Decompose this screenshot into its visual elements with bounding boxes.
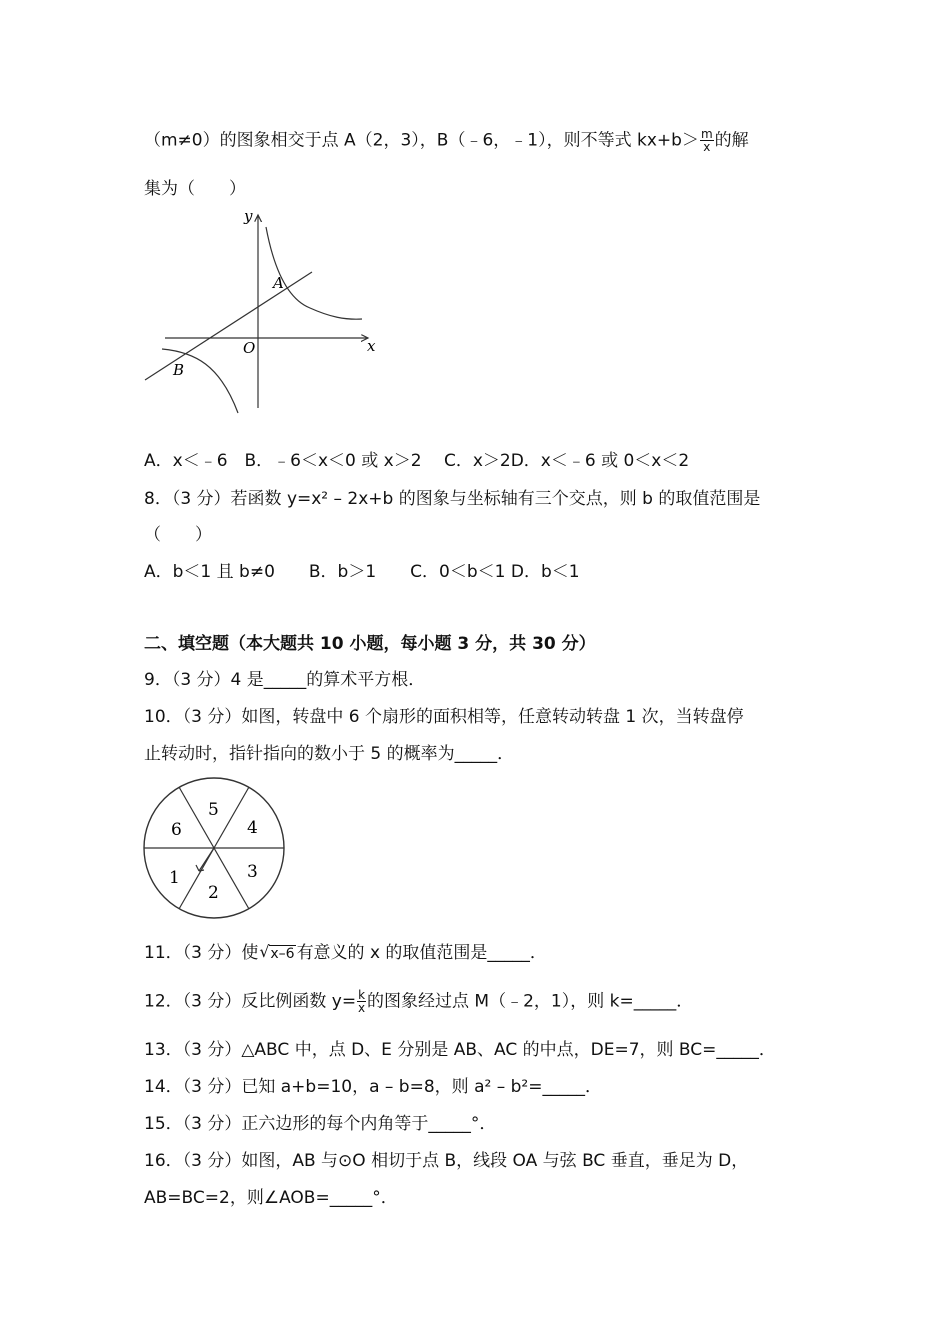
q8-options: A．b＜1 且 b≠0 B．b＞1 C．0＜b＜1 D．b＜1 (144, 562, 580, 582)
q12-post: 的图象经过点 M（﹣2，1），则 k=_____． (367, 991, 694, 1012)
q12-pre: 12．（3 分）反比例函数 y= (144, 991, 357, 1012)
q8-line2: （ ） (144, 525, 212, 545)
q12-fraction (357, 989, 366, 1014)
sector-label: 6 (171, 820, 182, 840)
sector-label: 2 (208, 883, 219, 903)
label-b: B (173, 361, 185, 379)
label-x: x (367, 337, 376, 355)
q16-line2: AB=BC=2，则∠AOB=_____°． (144, 1188, 398, 1208)
q7-options: A．x＜﹣6 B．﹣6＜x＜0 或 x＞2 C．x＞2D．x＜﹣6 或 0＜x＜2 (144, 451, 690, 471)
sector-label: 4 (247, 818, 258, 838)
q12-frac-den: x (357, 1001, 366, 1015)
q10-line1: 10．（3 分）如图，转盘中 6 个扇形的面积相等，任意转动转盘 1 次，当转盘停 (144, 707, 744, 727)
q11-radicand: x–6 (270, 946, 295, 962)
q14-text: 14．（3 分）已知 a+b=10，a – b=8，则 a² – b²=_____． (144, 1077, 602, 1097)
q7-line1-pre: （m≠0）的图象相交于点 A（2，3），B（﹣6，﹣1），则不等式 kx+b＞ (144, 130, 699, 151)
label-y: y (244, 207, 253, 225)
label-a: A (273, 274, 284, 292)
sector-label: 3 (247, 862, 258, 882)
q7-frac-den: x (703, 140, 711, 154)
q16-line1: 16．（3 分）如图，AB 与⊙O 相切于点 B，线段 OA 与弦 BC 垂直，垂足为 D， (144, 1151, 749, 1171)
q15-text: 15．（3 分）正六边形的每个内角等于_____°． (144, 1114, 497, 1134)
q13-text: 13．（3 分）△ABC 中，点 D、E 分别是 AB、AC 的中点，DE=7，则 BC=_____． (144, 1040, 776, 1060)
q7-frac-num: m (700, 127, 713, 141)
q9-text: 9．（3 分）4 是_____的算术平方根． (144, 670, 426, 690)
sqrt-sign-icon: √ (259, 942, 270, 961)
q11-line (144, 941, 547, 966)
q10-spinner (139, 773, 289, 923)
spinner-pointer (196, 848, 214, 871)
q7-fraction (700, 128, 714, 153)
q7-graph (140, 205, 380, 415)
label-o: O (243, 339, 256, 357)
q7-line2: 集为（ ） (144, 179, 246, 199)
sector-label: 5 (208, 800, 219, 820)
q12-line (144, 989, 693, 1014)
q11-pre: 11．（3 分）使 (144, 943, 259, 963)
q11-sqrt (259, 942, 295, 966)
q12-frac-num: k (358, 988, 366, 1002)
hyperbola-branch-left (162, 349, 238, 413)
sector-label: 1 (169, 868, 180, 888)
q7-line1-post: 的解 (714, 130, 749, 151)
section-heading: 二、填空题（本大题共 10 小题，每小题 3 分，共 30 分） (144, 634, 596, 654)
q11-post: 有意义的 x 的取值范围是_____． (296, 943, 547, 963)
q10-line2: 止转动时，指针指向的数小于 5 的概率为_____． (144, 744, 515, 764)
q8-line1: 8．（3 分）若函数 y=x² – 2x+b 的图象与坐标轴有三个交点，则 b 的取值范围是 (144, 489, 761, 509)
q7-line1 (144, 128, 749, 153)
